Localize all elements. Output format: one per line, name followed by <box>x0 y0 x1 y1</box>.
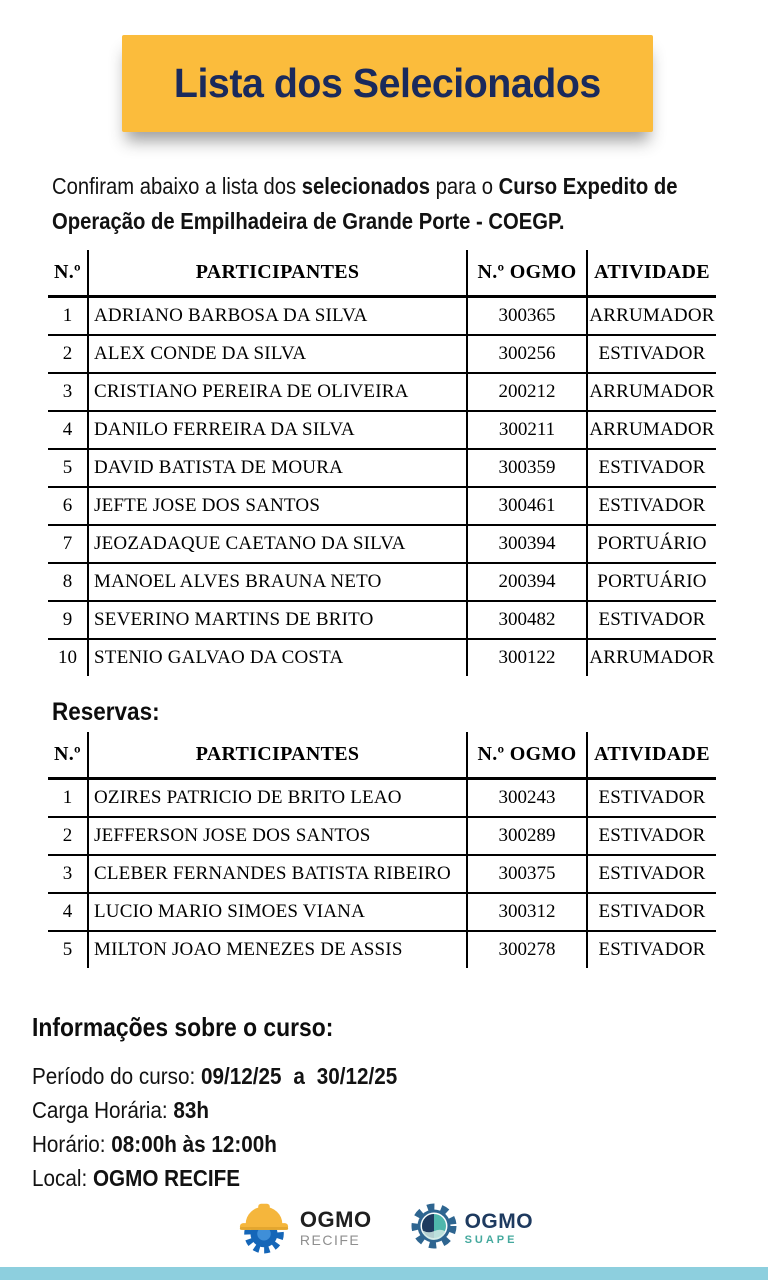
cell-participant-name: DAVID BATISTA DE MOURA <box>88 449 467 487</box>
cell-number: 5 <box>48 931 88 968</box>
cell-ogmo-number: 300278 <box>467 931 587 968</box>
page-title: Lista dos Selecionados <box>174 60 601 106</box>
reservas-heading: Reservas: <box>52 698 160 726</box>
reserves-table-header-row <box>48 732 716 779</box>
col-header-ogmo: N.º OGMO <box>467 732 587 779</box>
cell-number: 6 <box>48 487 88 525</box>
table-row <box>48 779 716 818</box>
cell-ogmo-number: 300394 <box>467 525 587 563</box>
intro-line-2: Operação de Empilhadeira de Grande Porte - COEGP. <box>52 208 565 234</box>
table-row <box>48 931 716 968</box>
hard-hat-gear-icon <box>235 1198 293 1259</box>
table-row <box>48 639 716 676</box>
cell-activity: ARRUMADOR <box>589 647 715 668</box>
cell-activity: ESTIVADOR <box>598 825 706 846</box>
cell-participant-name: SEVERINO MARTINS DE BRITO <box>88 601 467 639</box>
ogmo-recife-wordmark: OGMO <box>299 1207 372 1232</box>
cell-number: 7 <box>48 525 88 563</box>
cell-ogmo-number: 200394 <box>467 563 587 601</box>
cell-activity: ESTIVADOR <box>598 939 706 960</box>
cell-number: 2 <box>48 335 88 373</box>
table-row <box>48 297 716 336</box>
cell-ogmo-number: 300122 <box>467 639 587 676</box>
cell-ogmo-number: 300243 <box>467 779 587 818</box>
cell-ogmo-number: 300211 <box>467 411 587 449</box>
cell-number: 1 <box>48 297 88 336</box>
cell-number: 4 <box>48 411 88 449</box>
cell-number: 3 <box>48 373 88 411</box>
cell-number: 8 <box>48 563 88 601</box>
cell-activity: ARRUMADOR <box>589 305 715 326</box>
col-header-n: N.º <box>48 732 88 779</box>
cell-number: 4 <box>48 893 88 931</box>
intro-line-1: Confiram abaixo a lista dos selecionados para o Curso Expedito de <box>52 173 678 199</box>
col-header-participantes: PARTICIPANTES <box>88 732 467 779</box>
cell-activity: ESTIVADOR <box>598 901 706 922</box>
table-row <box>48 855 716 893</box>
intro-paragraph <box>52 169 678 239</box>
ogmo-suape-subtext: SUAPE <box>464 1233 518 1246</box>
cell-participant-name: ADRIANO BARBOSA DA SILVA <box>88 297 467 336</box>
table-row <box>48 335 716 373</box>
ogmo-suape-logo <box>410 1202 534 1255</box>
cell-activity: ESTIVADOR <box>598 787 706 808</box>
cell-activity: ARRUMADOR <box>589 419 715 440</box>
course-info-heading: Informações sobre o curso: <box>32 1012 334 1042</box>
cell-number: 3 <box>48 855 88 893</box>
selected-table <box>48 250 716 676</box>
cell-number: 10 <box>48 639 88 676</box>
cell-activity: ARRUMADOR <box>589 381 715 402</box>
cell-activity: PORTUÁRIO <box>597 533 707 554</box>
table-row <box>48 373 716 411</box>
col-header-atividade: ATIVIDADE <box>587 732 716 779</box>
table-row <box>48 525 716 563</box>
cell-participant-name: ALEX CONDE DA SILVA <box>88 335 467 373</box>
ogmo-suape-wordmark: OGMO <box>464 1209 534 1233</box>
reserves-table <box>48 732 716 968</box>
course-location-line: Local: OGMO RECIFE <box>32 1165 241 1191</box>
cell-number: 5 <box>48 449 88 487</box>
col-header-atividade: ATIVIDADE <box>587 250 716 297</box>
cell-number: 1 <box>48 779 88 818</box>
cell-activity: ESTIVADOR <box>598 343 706 364</box>
table-row <box>48 449 716 487</box>
table-row <box>48 893 716 931</box>
cell-ogmo-number: 300375 <box>467 855 587 893</box>
cell-ogmo-number: 300312 <box>467 893 587 931</box>
table-row <box>48 817 716 855</box>
cell-ogmo-number: 300256 <box>467 335 587 373</box>
cell-participant-name: JEOZADAQUE CAETANO DA SILVA <box>88 525 467 563</box>
cell-activity: ESTIVADOR <box>598 863 706 884</box>
course-schedule-line: Horário: 08:00h às 12:00h <box>32 1131 277 1157</box>
col-header-ogmo: N.º OGMO <box>467 250 587 297</box>
cell-participant-name: DANILO FERREIRA DA SILVA <box>88 411 467 449</box>
cell-participant-name: MILTON JOAO MENEZES DE ASSIS <box>88 931 467 968</box>
ogmo-recife-subtext: RECIFE <box>299 1232 361 1248</box>
table-row <box>48 487 716 525</box>
cell-participant-name: CRISTIANO PEREIRA DE OLIVEIRA <box>88 373 467 411</box>
cell-number: 2 <box>48 817 88 855</box>
cell-ogmo-number: 300482 <box>467 601 587 639</box>
footer-logos <box>0 1198 768 1258</box>
gear-sail-icon <box>410 1202 458 1255</box>
cell-activity: PORTUÁRIO <box>597 571 707 592</box>
cell-activity: ESTIVADOR <box>598 457 706 478</box>
title-banner <box>122 35 653 132</box>
table-row <box>48 411 716 449</box>
course-info-section <box>32 1012 447 1195</box>
cell-activity: ESTIVADOR <box>598 609 706 630</box>
table-row <box>48 563 716 601</box>
cell-participant-name: OZIRES PATRICIO DE BRITO LEAO <box>88 779 467 818</box>
cell-participant-name: JEFTE JOSE DOS SANTOS <box>88 487 467 525</box>
cell-ogmo-number: 300289 <box>467 817 587 855</box>
cell-activity: ESTIVADOR <box>598 495 706 516</box>
course-hours-line: Carga Horária: 83h <box>32 1097 210 1123</box>
cell-ogmo-number: 300365 <box>467 297 587 336</box>
ogmo-recife-logo <box>235 1198 372 1259</box>
table-row <box>48 601 716 639</box>
footer-bar <box>0 1267 768 1280</box>
cell-ogmo-number: 300359 <box>467 449 587 487</box>
cell-ogmo-number: 300461 <box>467 487 587 525</box>
cell-participant-name: STENIO GALVAO DA COSTA <box>88 639 467 676</box>
cell-number: 9 <box>48 601 88 639</box>
cell-ogmo-number: 200212 <box>467 373 587 411</box>
course-period-line: Período do curso: 09/12/25 a 30/12/25 <box>32 1063 398 1089</box>
cell-participant-name: JEFFERSON JOSE DOS SANTOS <box>88 817 467 855</box>
col-header-n: N.º <box>48 250 88 297</box>
cell-participant-name: CLEBER FERNANDES BATISTA RIBEIRO <box>88 855 467 893</box>
cell-participant-name: MANOEL ALVES BRAUNA NETO <box>88 563 467 601</box>
selected-table-header-row <box>48 250 716 297</box>
cell-participant-name: LUCIO MARIO SIMOES VIANA <box>88 893 467 931</box>
col-header-participantes: PARTICIPANTES <box>88 250 467 297</box>
